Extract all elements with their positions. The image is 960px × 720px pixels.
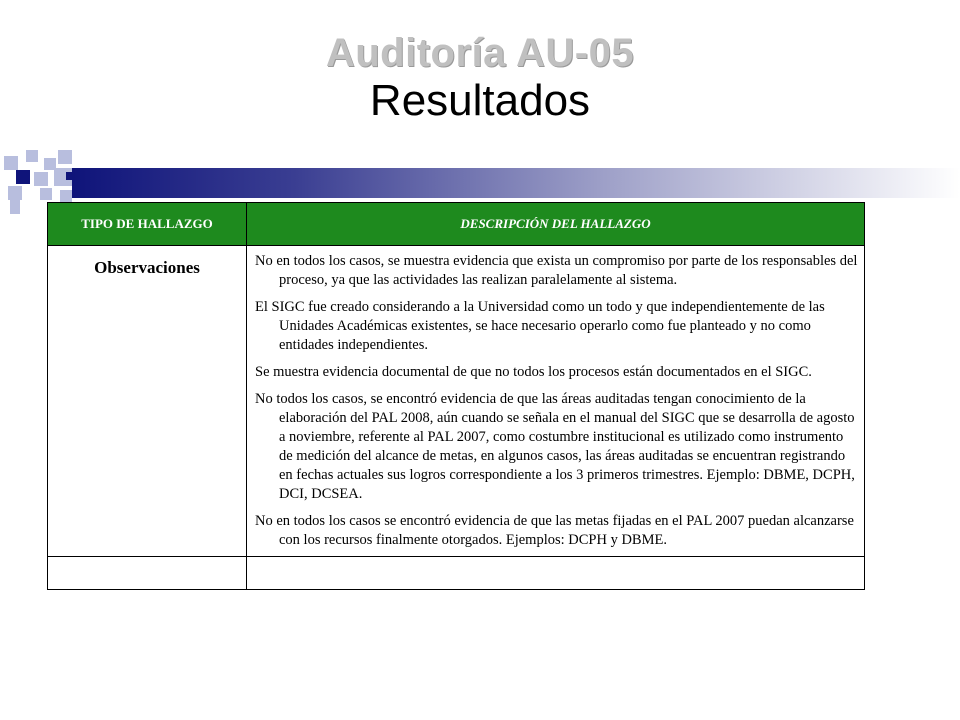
slide-title: [0, 30, 960, 126]
deco-square: [10, 200, 20, 214]
gradient-band: [72, 168, 960, 198]
finding-paragraph: No todos los casos, se encontró evidencia de que las áreas auditadas tengan conocimiento de la elaboración del PAL 2008, aún cuando se señala en el manual del SIGC que se desarrolla de agosto a noviembre, referente al PAL 2007, como costumbre institucional es utilizado como instrumento de medición del alcance de metas, en algunos casos, las áreas auditadas se encuentran registrando en fechas actuales sus logros correspondiente a los 3 primeros trimestres. Ejemplo: DBME, DCPH, DCI, DCSEA.: [255, 391, 855, 502]
empty-cell: [247, 557, 865, 590]
finding-paragraph: Se muestra evidencia documental de que no todos los procesos están documentados en el SIGC.: [255, 364, 812, 380]
deco-square: [34, 172, 48, 186]
deco-square: [8, 186, 22, 200]
header-tipo: TIPO DE HALLAZGO: [48, 203, 247, 246]
findings-table: [47, 202, 865, 590]
finding-description: [247, 246, 865, 557]
finding-type: Observaciones: [48, 246, 247, 557]
deco-square: [66, 172, 74, 180]
empty-cell: [48, 557, 247, 590]
table-row: [48, 246, 865, 557]
slide-title-line1: Auditoría AU-05: [325, 31, 635, 75]
deco-square: [60, 190, 72, 202]
slide-title-line2: Resultados: [369, 76, 591, 125]
deco-square: [16, 170, 30, 184]
deco-square: [4, 156, 18, 170]
finding-paragraph: No en todos los casos se encontró evidencia de que las metas fijadas en el PAL 2007 puedan alcanzarse con los recursos finalmente otorgados. Ejemplos: DCPH y DBME.: [255, 513, 854, 548]
header-descripcion: DESCRIPCIÓN DEL HALLAZGO: [247, 203, 865, 246]
deco-square: [40, 188, 52, 200]
finding-paragraph: El SIGC fue creado considerando a la Universidad como un todo y que independientemente de las Unidades Académicas existentes, se hace necesario operarlo como fue planteado y no como entidades independientes.: [255, 299, 825, 353]
deco-square: [26, 150, 38, 162]
table-header-row: [48, 203, 865, 246]
deco-square: [58, 150, 72, 164]
table-row-empty: [48, 557, 865, 590]
finding-paragraph: No en todos los casos, se muestra evidencia que exista un compromiso por parte de los responsables del proceso, ya que las actividades las realizan paralelamente al sistema.: [255, 253, 858, 288]
